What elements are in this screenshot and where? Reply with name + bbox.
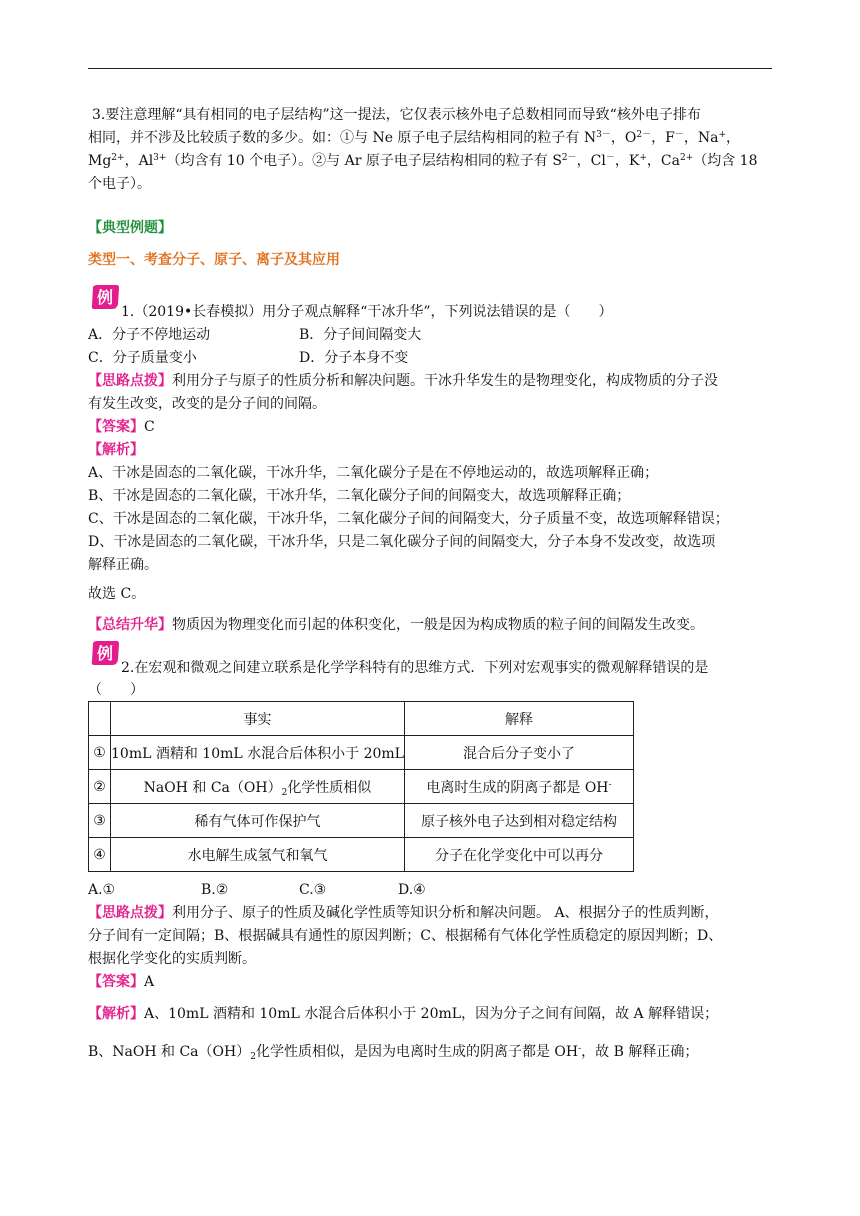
q1-conclusion: 故选 C。 xyxy=(88,586,146,602)
table-header-fact: 事实 xyxy=(111,702,405,736)
example-badge-icon xyxy=(90,284,120,310)
q2-stem-line-2: （ ） xyxy=(88,682,144,698)
example-badge-icon xyxy=(90,640,120,666)
q1-option-b: B．分子间间隔变大 xyxy=(299,327,422,343)
row-fact: 稀有气体可作保护气 xyxy=(111,804,405,838)
q1-analysis-b: B、干冰是固态的二氧化碳，干冰升华，二氧化碳分子间的间隔变大，故选项解释正确； xyxy=(88,488,631,504)
table-header-num xyxy=(89,702,111,736)
row-explanation: 分子在化学变化中可以再分 xyxy=(404,838,633,872)
svg-text:例: 例 xyxy=(96,644,114,663)
q2-hint-line-2: 分子间有一定间隔；B、根据碱具有通性的原因判断；C、根据稀有气体化学性质稳定的原因判断；D、 xyxy=(88,928,723,944)
q2-answer: 【答案】A xyxy=(88,974,155,990)
q2-analysis-a: 【解析】A、10mL 酒精和 10mL 水混合后体积小于 20mL，因为分子之间有间隔，故 A 解释错误； xyxy=(88,1006,719,1022)
intro-line-3: $Mg^{2+}$，$Al^{3+}$（均含有 10 个电子）。②与 Ar 原子电子层结构相同的粒子有 $S^{2-}$，Cl－，K+，$Ca^{2+}$（均含 18 xyxy=(88,153,758,169)
type-heading: 类型一、考查分子、原子、离子及其应用 xyxy=(88,252,340,268)
intro-line-2: 相同，并不涉及比较质子数的多少。如：①与 Ne 原子电子层结构相同的粒子有 $N^{3-}$，$O^{2-}$，F－，Na+， xyxy=(88,130,740,146)
q1-hint-line-2: 有发生改变，改变的是分子间的间隔。 xyxy=(88,396,326,412)
row-fact: 水电解生成氢气和氧气 xyxy=(111,838,405,872)
q1-answer: 【答案】C xyxy=(88,419,155,435)
row-fact: 10mL 酒精和 10mL 水混合后体积小于 20mL xyxy=(111,736,405,770)
q1-analysis-d: D、干冰是固态的二氧化碳，干冰升华，只是二氧化碳分子间的间隔变大，分子本身不发改变，故选项 xyxy=(88,534,716,550)
q1-analysis-d-cont: 解释正确。 xyxy=(88,557,158,573)
table-header-row xyxy=(89,702,634,736)
row-explanation: 混合后分子变小了 xyxy=(404,736,633,770)
q2-stem-line-1: 2.在宏观和微观之间建立联系是化学学科特有的思维方式．下列对宏观事实的微观解释错误的是 xyxy=(121,660,709,676)
q2-hint-line-3: 根据化学变化的实质判断。 xyxy=(88,951,256,967)
q2-option-b: B.② xyxy=(201,882,229,898)
row-explanation: 电离时生成的阴离子都是 OH- xyxy=(404,770,633,804)
table-row xyxy=(89,770,634,804)
q1-option-d: D．分子本身不变 xyxy=(299,350,409,366)
section-heading: 【典型例题】 xyxy=(88,220,172,236)
q2-option-d: D.④ xyxy=(398,882,426,898)
q2-analysis-b: B、NaOH 和 $Ca(OH)_2$化学性质相似，是因为电离时生成的阴离子都是 OH-，故 B 解释正确； xyxy=(88,1044,699,1062)
example-badge-2 xyxy=(90,640,120,666)
example-badge-1 xyxy=(90,284,120,310)
row-number: ① xyxy=(89,736,111,770)
table-row xyxy=(89,736,634,770)
q2-hint-line-1: 【思路点拨】利用分子、原子的性质及碱化学性质等知识分析和解决问题。 A、根据分子的性质判断， xyxy=(88,905,719,921)
row-number: ③ xyxy=(89,804,111,838)
row-explanation: 原子核外电子达到相对稳定结构 xyxy=(404,804,633,838)
q1-analysis-label: 【解析】 xyxy=(88,442,144,458)
q2-option-c: C.③ xyxy=(299,882,327,898)
intro-line-4: 个电子）。 xyxy=(88,176,151,192)
header-rule xyxy=(88,68,772,69)
q1-option-a: A．分子不停地运动 xyxy=(88,327,211,343)
q2-option-a: A.① xyxy=(88,882,116,898)
q1-analysis-a: A、干冰是固态的二氧化碳，干冰升华，二氧化碳分子是在不停地运动的，故选项解释正确； xyxy=(88,465,659,481)
q1-hint-line-1: 【思路点拨】利用分子与原子的性质分析和解决问题。干冰升华发生的是物理变化，构成物质的分子没 xyxy=(88,373,718,389)
svg-text:例: 例 xyxy=(96,288,114,307)
q1-stem: 1.（2019•长春模拟）用分子观点解释“干冰升华”，下列说法错误的是（ ） xyxy=(121,304,613,320)
table-row xyxy=(89,838,634,872)
row-number: ② xyxy=(89,770,111,804)
intro-line-1: 3.要注意理解“具有相同的电子层结构”这一提法，它仅表示核外电子总数相同而导致“核外电子排布 xyxy=(92,107,701,123)
row-fact: NaOH 和 $Ca(OH)_2$化学性质相似 xyxy=(111,770,405,804)
q1-analysis-c: C、干冰是固态的二氧化碳，干冰升华，二氧化碳分子间的间隔变大，分子质量不变，故选项解释错误； xyxy=(88,511,729,527)
row-number: ④ xyxy=(89,838,111,872)
facts-table xyxy=(88,701,634,872)
q1-summary: 【总结升华】物质因为物理变化而引起的体积变化，一般是因为构成物质的粒子间的间隔发生改变。 xyxy=(88,617,704,633)
table-header-explanation: 解释 xyxy=(404,702,633,736)
table-row xyxy=(89,804,634,838)
q1-option-c: C．分子质量变小 xyxy=(88,350,197,366)
